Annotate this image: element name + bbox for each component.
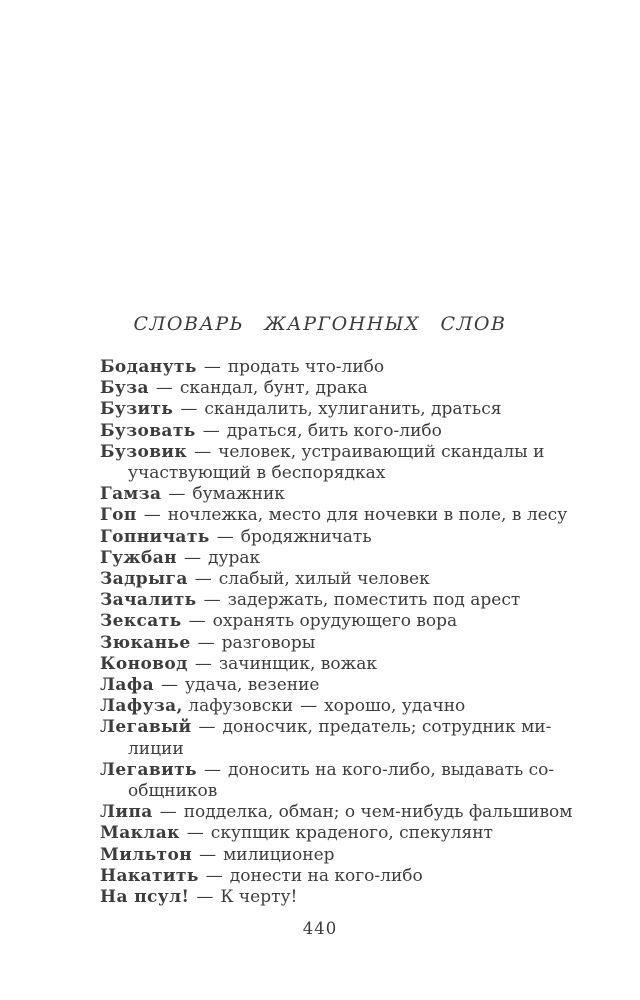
glossary-entry <box>100 442 630 484</box>
entry-separator: — <box>205 865 223 886</box>
entry-definition: человек, устраивающий скандалы и участвующий в беспорядках <box>128 441 545 484</box>
entry-definition: дурак <box>207 547 261 568</box>
entry-term: Легавый <box>100 717 192 738</box>
entry-term: Гамза <box>100 484 162 505</box>
entry-separator: — <box>216 526 234 547</box>
entry-term: Бузовик <box>100 441 188 462</box>
entry-definition: ночлежка, место для ночевки в поле, в лесу <box>167 505 568 526</box>
entry-term: Зачалить <box>100 590 197 611</box>
entry-definition: К черту! <box>220 887 298 908</box>
entry-separator: — <box>203 590 221 611</box>
page-title: СЛОВАРЬ ЖАРГОННЫХ СЛОВ <box>133 313 507 335</box>
entry-definition: хорошо, удачно <box>324 696 466 717</box>
entry-term: Накатить <box>100 865 199 886</box>
glossary-entry <box>100 484 630 505</box>
entry-term: Гужбан <box>100 547 177 568</box>
glossary-entry <box>100 548 630 569</box>
glossary-entry <box>100 696 630 717</box>
glossary-entry <box>100 611 630 632</box>
page-number: 440 <box>302 919 338 938</box>
entry-definition: скандалить, хулиганить, драться <box>204 399 502 420</box>
entry-separator: — <box>161 675 178 696</box>
entry-definition: драться, бить кого-либо <box>226 420 442 441</box>
entry-term: Бузить <box>100 399 174 420</box>
entry-term: Мильтон <box>100 844 193 865</box>
glossary-entry <box>100 760 630 802</box>
glossary-entry <box>100 399 630 420</box>
entry-term: Коновод <box>100 653 188 674</box>
entry-separator: — <box>183 547 201 568</box>
entry-separator: — <box>198 717 216 738</box>
glossary-entry <box>100 633 630 654</box>
entry-definition: доносить на кого-либо, выдавать со- общников <box>128 759 555 802</box>
entry-term: Легавить <box>100 759 197 780</box>
glossary-list <box>100 357 630 908</box>
glossary-entry <box>100 421 630 442</box>
entry-term: Бодануть <box>100 357 197 377</box>
entry-separator: — <box>197 632 215 653</box>
glossary-entry <box>100 866 630 887</box>
entry-term: На псул! <box>100 887 190 908</box>
glossary-entry <box>100 357 630 378</box>
glossary-entry <box>100 887 630 908</box>
entry-separator: — <box>196 887 214 908</box>
entry-separator: — <box>203 357 221 377</box>
entry-term: Зексать <box>100 611 182 632</box>
entry-definition: задержать, поместить под арест <box>227 590 521 611</box>
entry-definition: подделка, обман; о чем-нибудь фальшивом <box>183 802 573 823</box>
entry-definition: милиционер <box>223 844 335 865</box>
glossary-entry <box>100 590 630 611</box>
entry-term-extra: лафузовски <box>182 696 294 717</box>
entry-separator: — <box>203 759 221 780</box>
entry-definition: зачинщик, вожак <box>218 653 377 674</box>
entry-term: Зюканье <box>100 632 191 653</box>
entry-term: Гопничать <box>100 526 210 547</box>
entry-separator: — <box>168 484 186 505</box>
glossary-entry <box>100 675 630 696</box>
glossary-entry <box>100 527 630 548</box>
entry-definition: донести на кого-либо <box>229 865 423 886</box>
entry-definition: удача, везение <box>185 675 320 696</box>
entry-term: Бузовать <box>100 420 196 441</box>
entry-definition: бумажник <box>192 484 285 505</box>
entry-separator: — <box>143 505 161 526</box>
glossary-entry <box>100 845 630 866</box>
glossary-entry <box>100 505 630 526</box>
entry-separator: — <box>155 378 173 399</box>
entry-separator: — <box>194 653 212 674</box>
entry-term: Лафа <box>100 675 154 696</box>
entry-term: Липа <box>100 802 153 823</box>
entry-separator: — <box>186 823 204 844</box>
glossary-entry <box>100 654 630 675</box>
entry-separator: — <box>199 844 217 865</box>
entry-separator: — <box>159 802 177 823</box>
entry-separator: — <box>188 611 206 632</box>
glossary-entry <box>100 378 630 399</box>
entry-term: Задрыга <box>100 569 188 590</box>
entry-separator: — <box>202 420 220 441</box>
glossary-entry <box>100 802 630 823</box>
entry-separator: — <box>194 569 212 590</box>
entry-separator: — <box>194 441 212 462</box>
entry-separator: — <box>300 696 318 717</box>
entry-term: Лафуза, <box>100 696 183 717</box>
entry-definition: скупщик краденого, спекулянт <box>210 823 493 844</box>
entry-term: Маклак <box>100 823 180 844</box>
entry-separator: — <box>180 399 198 420</box>
glossary-entry <box>100 823 630 844</box>
entry-definition: охранять орудующего вора <box>212 611 458 632</box>
entry-definition: продать что-либо <box>227 357 385 377</box>
glossary-entry <box>100 717 630 759</box>
entry-definition: слабый, хилый человек <box>218 569 430 590</box>
entry-definition: скандал, бунт, драка <box>179 378 368 399</box>
glossary-entry <box>100 569 630 590</box>
entry-term: Буза <box>100 378 149 399</box>
entry-definition: доносчик, предатель; сотрудник ми- лиции <box>128 717 552 759</box>
entry-definition: разговоры <box>221 632 316 653</box>
entry-term: Гоп <box>100 505 137 526</box>
entry-definition: бродяжничать <box>240 526 372 547</box>
